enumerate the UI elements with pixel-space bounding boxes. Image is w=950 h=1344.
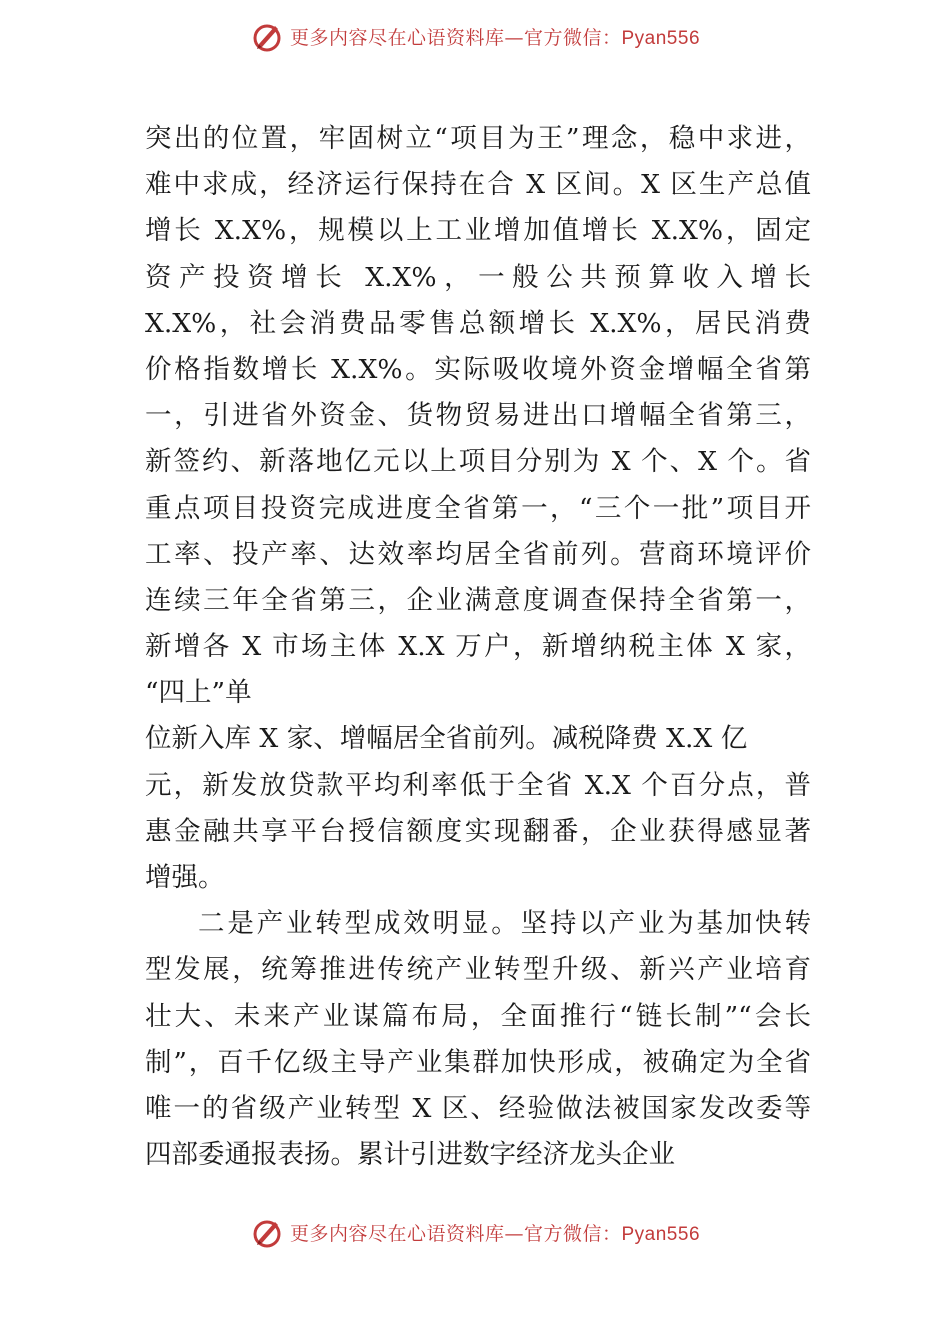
text-line: 价格指数增长 X.X%。实际吸收境外资金增幅全省第 xyxy=(145,353,811,385)
text-line: 型发展，统筹推进传统产业转型升级、新兴产业培育 xyxy=(145,954,811,986)
text-line: 二是产业转型成效明显。坚持以产业为基加快转 xyxy=(198,908,811,940)
footer-watermark-id: Pyan556 xyxy=(621,1223,701,1245)
text-line: 增长 X.X%，规模以上工业增加值增长 X.X%，固定 xyxy=(145,215,811,247)
pen-seal-icon xyxy=(250,1215,284,1249)
text-line: “四上”单 xyxy=(145,677,252,709)
text-line: 唯一的省级产业转型 X 区、经验做法被国家发改委等 xyxy=(145,1092,811,1124)
text-line: 元，新发放贷款平均利率低于全省 X.X 个百分点，普 xyxy=(145,769,811,801)
text-line: 难中求成，经济运行保持在合 X 区间。X 区生产总值 xyxy=(145,169,811,201)
text-line: 壮大、未来产业谋篇布局，全面推行“链长制”“会长 xyxy=(145,1000,811,1032)
text-line: 新签约、新落地亿元以上项目分别为 X 个、X 个。省 xyxy=(145,446,811,478)
text-line: 新增各 X 市场主体 X.X 万户，新增纳税主体 X 家， xyxy=(145,631,811,663)
header-watermark-text: 更多内容尽在心语资料库—官方微信：Pyan556 xyxy=(289,26,701,49)
footer-watermark-text: 更多内容尽在心语资料库—官方微信：Pyan556 xyxy=(289,1222,701,1245)
pen-seal-icon xyxy=(250,19,284,53)
text-line: 一，引进省外资金、货物贸易进出口增幅全省第三， xyxy=(145,400,811,432)
text-line: 位新入库 X 家、增幅居全省前列。减税降费 X.X 亿 xyxy=(145,723,748,755)
footer-watermark xyxy=(0,1212,950,1252)
text-line: 惠金融共享平台授信额度实现翻番，企业获得感显著 xyxy=(145,815,811,847)
text-line: 重点项目投资完成进度全省第一，“三个一批”项目开 xyxy=(145,492,811,524)
text-line: X.X%，社会消费品零售总额增长 X.X%，居民消费 xyxy=(145,307,811,339)
text-line: 增强。 xyxy=(145,862,225,893)
document-body xyxy=(145,116,811,1178)
text-line: 工率、投产率、达效率均居全省前列。营商环境评价 xyxy=(145,538,811,570)
header-watermark-id: Pyan556 xyxy=(621,27,701,49)
text-line: 四部委通报表扬。累计引进数字经济龙头企业 xyxy=(145,1139,675,1171)
header-watermark xyxy=(0,16,950,56)
text-line: 连续三年全省第三，企业满意度调查保持全省第一， xyxy=(145,584,811,616)
text-line: 制”，百千亿级主导产业集群加快形成，被确定为全省 xyxy=(145,1046,811,1078)
text-line: 突出的位置，牢固树立“项目为王”理念，稳中求进， xyxy=(145,123,811,154)
text-line: 资产投资增长 X.X%，一般公共预算收入增长 xyxy=(145,261,811,293)
